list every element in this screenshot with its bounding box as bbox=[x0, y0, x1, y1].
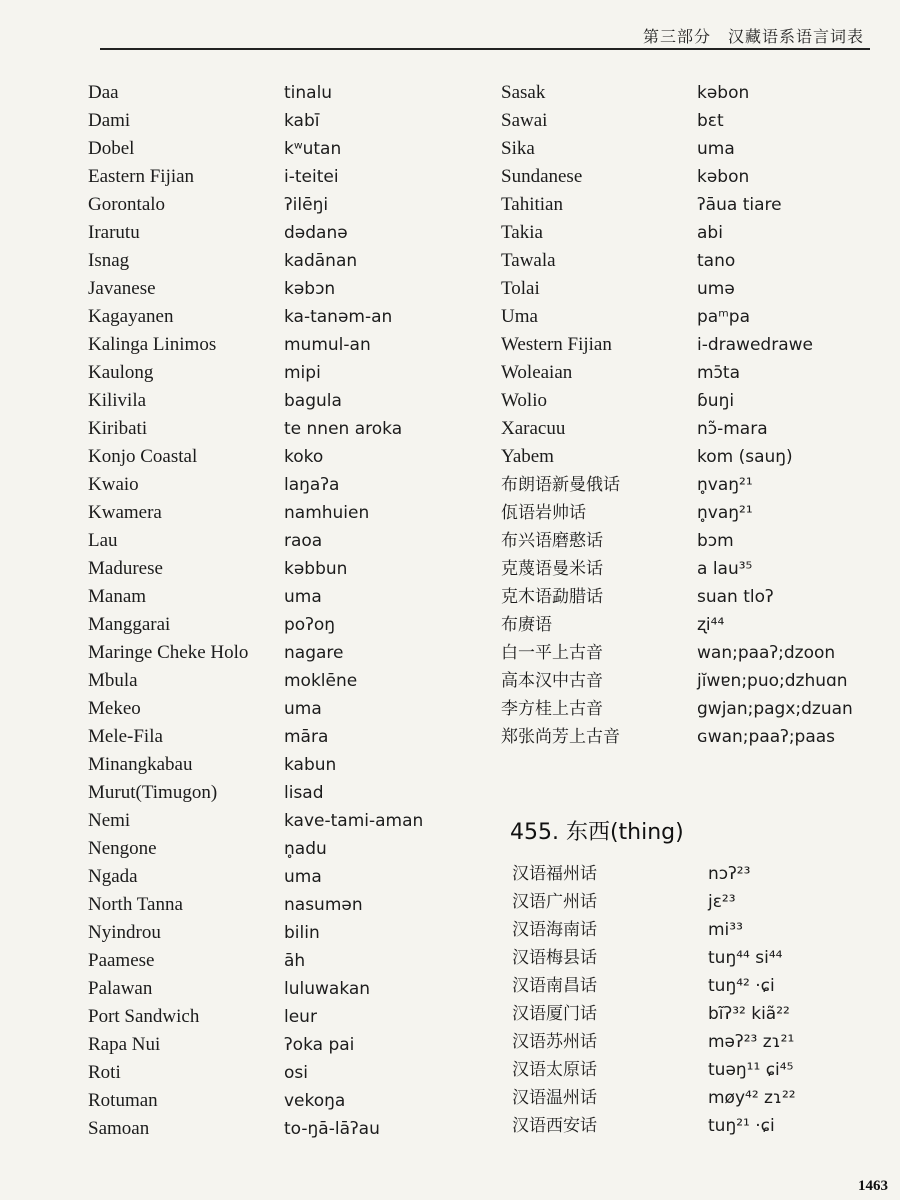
language-name: 布朗语新曼俄话 bbox=[501, 475, 620, 495]
word-form: ɢwan;paaʔ;paas bbox=[697, 727, 836, 747]
language-name: 汉语温州话 bbox=[512, 1088, 597, 1108]
language-name: 汉语西安话 bbox=[512, 1116, 597, 1136]
language-name: Sundanese bbox=[501, 166, 583, 187]
word-form: n̥vaŋ²¹ bbox=[697, 475, 753, 495]
language-name: Woleaian bbox=[501, 362, 573, 383]
word-form: bilin bbox=[284, 923, 320, 943]
word-form: āh bbox=[284, 951, 306, 971]
word-form: a lau³⁵ bbox=[697, 559, 753, 579]
word-form: nɔ̃-mara bbox=[697, 419, 768, 439]
word-form: nasumən bbox=[284, 895, 363, 915]
word-form: mi³³ bbox=[708, 920, 743, 940]
word-form: bĩʔ³² kiã²² bbox=[708, 1004, 790, 1024]
word-form: koko bbox=[284, 447, 324, 467]
word-form: kʷutan bbox=[284, 139, 342, 159]
word-form: tuŋ⁴² ·ɕi bbox=[708, 976, 775, 996]
language-name: Rapa Nui bbox=[88, 1034, 161, 1055]
language-name: Manggarai bbox=[88, 614, 171, 635]
word-form: poʔoŋ bbox=[284, 615, 336, 635]
language-name: Dami bbox=[88, 110, 131, 131]
word-form: kabī bbox=[284, 111, 320, 131]
language-name: 李方桂上古音 bbox=[501, 699, 603, 719]
left-language-column bbox=[88, 79, 278, 1143]
language-name: Gorontalo bbox=[88, 194, 166, 215]
word-form: tuŋ⁴⁴ si⁴⁴ bbox=[708, 948, 783, 968]
word-form: mumul-an bbox=[284, 335, 371, 355]
language-name: 高本汉中古音 bbox=[501, 671, 603, 691]
language-name: Lau bbox=[88, 530, 118, 551]
language-name: 郑张尚芳上古音 bbox=[501, 727, 620, 747]
word-form: suan tloʔ bbox=[697, 587, 774, 607]
language-name: Uma bbox=[501, 306, 538, 327]
word-form: mipi bbox=[284, 363, 321, 383]
word-form: umə bbox=[697, 279, 735, 299]
word-form: jĭwɐn;puo;dzhuɑn bbox=[697, 671, 848, 691]
word-form: bagula bbox=[284, 391, 342, 411]
language-name: Kwaio bbox=[88, 474, 139, 495]
language-name: Mbula bbox=[88, 670, 138, 691]
word-form: mɔ̄ta bbox=[697, 363, 740, 383]
word-form: uma bbox=[697, 139, 735, 159]
language-name: 布赓语 bbox=[501, 615, 552, 635]
section-word-column bbox=[708, 860, 888, 1140]
language-name: Kilivila bbox=[88, 390, 147, 411]
word-form: gwjan;pagx;dzuan bbox=[697, 699, 853, 719]
word-form: kabun bbox=[284, 755, 337, 775]
word-form: məʔ²³ zɿ²¹ bbox=[708, 1032, 795, 1052]
language-name: 克木语勐腊话 bbox=[501, 587, 603, 607]
word-form: ʔoka pai bbox=[284, 1035, 355, 1055]
language-name: Western Fijian bbox=[501, 334, 612, 355]
language-name: Isnag bbox=[88, 250, 130, 271]
language-name: Wolio bbox=[501, 390, 547, 411]
word-form: moklēne bbox=[284, 671, 358, 691]
language-name: Maringe Cheke Holo bbox=[88, 642, 249, 663]
word-form: kave-tami-aman bbox=[284, 811, 424, 831]
word-form: ʔāua tiare bbox=[697, 195, 782, 215]
word-form: osi bbox=[284, 1063, 308, 1083]
word-form: tano bbox=[697, 251, 736, 271]
language-name: Eastern Fijian bbox=[88, 166, 195, 187]
language-name: Irarutu bbox=[88, 222, 140, 243]
language-name: 汉语厦门话 bbox=[512, 1004, 597, 1024]
language-name: Manam bbox=[88, 586, 147, 607]
language-name: Konjo Coastal bbox=[88, 446, 198, 467]
language-name: Sika bbox=[501, 138, 535, 159]
word-form: to-ŋā-lāʔau bbox=[284, 1119, 380, 1139]
word-form: kəbon bbox=[697, 167, 750, 187]
word-form: i-teitei bbox=[284, 167, 339, 187]
word-form: namhuien bbox=[284, 503, 370, 523]
language-name: Kwamera bbox=[88, 502, 162, 523]
word-form: kəbɔn bbox=[284, 279, 336, 299]
word-form: bɔm bbox=[697, 531, 734, 551]
language-name: Kaulong bbox=[88, 362, 154, 383]
word-form: uma bbox=[284, 699, 322, 719]
language-name: Nemi bbox=[88, 810, 131, 831]
word-form: i-drawedrawe bbox=[697, 335, 813, 355]
language-name: Madurese bbox=[88, 558, 163, 579]
word-form: kəbbun bbox=[284, 559, 348, 579]
word-form: abi bbox=[697, 223, 723, 243]
right-language-column bbox=[501, 79, 691, 751]
language-name: Tolai bbox=[501, 278, 540, 299]
word-form: uma bbox=[284, 867, 322, 887]
language-name: Tahitian bbox=[501, 194, 563, 215]
language-name: Palawan bbox=[88, 978, 153, 999]
language-name: Murut(Timugon) bbox=[88, 782, 218, 803]
word-form: vekoŋa bbox=[284, 1091, 346, 1111]
section-language-column bbox=[512, 860, 702, 1140]
language-name: Port Sandwich bbox=[88, 1006, 200, 1027]
word-form: tuŋ²¹ ·ɕi bbox=[708, 1116, 775, 1136]
word-form: kom (sauŋ) bbox=[697, 447, 793, 467]
language-name: Javanese bbox=[88, 278, 156, 299]
word-form: uma bbox=[284, 587, 322, 607]
language-name: Minangkabau bbox=[88, 754, 193, 775]
language-name: Mekeo bbox=[88, 698, 141, 719]
language-name: Roti bbox=[88, 1062, 121, 1083]
word-form: ʐi⁴⁴ bbox=[697, 615, 725, 635]
page-header bbox=[100, 22, 870, 50]
word-form: laŋaʔa bbox=[284, 475, 340, 495]
language-name: Nengone bbox=[88, 838, 157, 859]
word-form: tinalu bbox=[284, 83, 333, 103]
word-form: jɛ²³ bbox=[708, 892, 736, 912]
language-name: Tawala bbox=[501, 250, 556, 271]
right-word-column bbox=[697, 79, 897, 751]
language-name: Rotuman bbox=[88, 1090, 158, 1111]
language-name: 佤语岩帅话 bbox=[501, 503, 586, 523]
word-form: māra bbox=[284, 727, 329, 747]
language-name: Takia bbox=[501, 222, 543, 243]
language-name: 汉语福州话 bbox=[512, 864, 597, 884]
word-form: nagare bbox=[284, 643, 344, 663]
language-name: Ngada bbox=[88, 866, 138, 887]
word-form: lisad bbox=[284, 783, 324, 803]
language-name: Kalinga Linimos bbox=[88, 334, 217, 355]
language-name: Xaracuu bbox=[501, 418, 566, 439]
word-form: luluwakan bbox=[284, 979, 371, 999]
word-form: n̥vaŋ²¹ bbox=[697, 503, 753, 523]
language-name: Mele-Fila bbox=[88, 726, 163, 747]
language-name: Nyindrou bbox=[88, 922, 161, 943]
language-name: Dobel bbox=[88, 138, 135, 159]
section-heading: 455. 东西(thing) bbox=[510, 820, 684, 845]
language-name: Sawai bbox=[501, 110, 548, 131]
word-form: dədanə bbox=[284, 223, 348, 243]
word-form: raoa bbox=[284, 531, 323, 551]
language-name: Yabem bbox=[501, 446, 554, 467]
left-word-column bbox=[284, 79, 494, 1143]
word-form: n̥adu bbox=[284, 839, 327, 859]
word-form: wan;paaʔ;dzoon bbox=[697, 643, 836, 663]
word-form: nɔʔ²³ bbox=[708, 864, 751, 884]
language-name: 布兴语磨憨话 bbox=[501, 531, 603, 551]
language-name: 汉语南昌话 bbox=[512, 976, 597, 996]
word-form: leur bbox=[284, 1007, 317, 1027]
word-form: paᵐpa bbox=[697, 307, 751, 327]
word-form: møy⁴² zɿ²² bbox=[708, 1088, 796, 1108]
language-name: Daa bbox=[88, 82, 119, 103]
word-form: bɛt bbox=[697, 111, 724, 131]
language-name: 汉语苏州话 bbox=[512, 1032, 597, 1052]
language-name: 克蔑语曼米话 bbox=[501, 559, 603, 579]
language-name: North Tanna bbox=[88, 894, 183, 915]
language-name: 汉语梅县话 bbox=[512, 948, 597, 968]
language-name: 汉语海南话 bbox=[512, 920, 597, 940]
word-form: kəbon bbox=[697, 83, 750, 103]
language-name: 汉语太原话 bbox=[512, 1060, 597, 1080]
header-title: 第三部分 汉藏语系语言词表 bbox=[642, 27, 864, 46]
language-name: Sasak bbox=[501, 82, 546, 103]
language-name: Samoan bbox=[88, 1118, 150, 1139]
page-number: 1463 bbox=[858, 1178, 888, 1194]
language-name: 白一平上古音 bbox=[501, 643, 603, 663]
language-name: Paamese bbox=[88, 950, 155, 971]
language-name: 汉语广州话 bbox=[512, 892, 597, 912]
word-form: te nnen aroka bbox=[284, 419, 403, 439]
word-form: tuəŋ¹¹ ɕi⁴⁵ bbox=[708, 1060, 794, 1080]
language-name: Kiribati bbox=[88, 418, 148, 439]
word-form: ɓuŋi bbox=[697, 391, 735, 411]
word-form: ʔilēŋi bbox=[284, 195, 329, 215]
word-form: kadānan bbox=[284, 251, 358, 271]
word-form: ka-tanəm-an bbox=[284, 307, 393, 327]
language-name: Kagayanen bbox=[88, 306, 174, 327]
